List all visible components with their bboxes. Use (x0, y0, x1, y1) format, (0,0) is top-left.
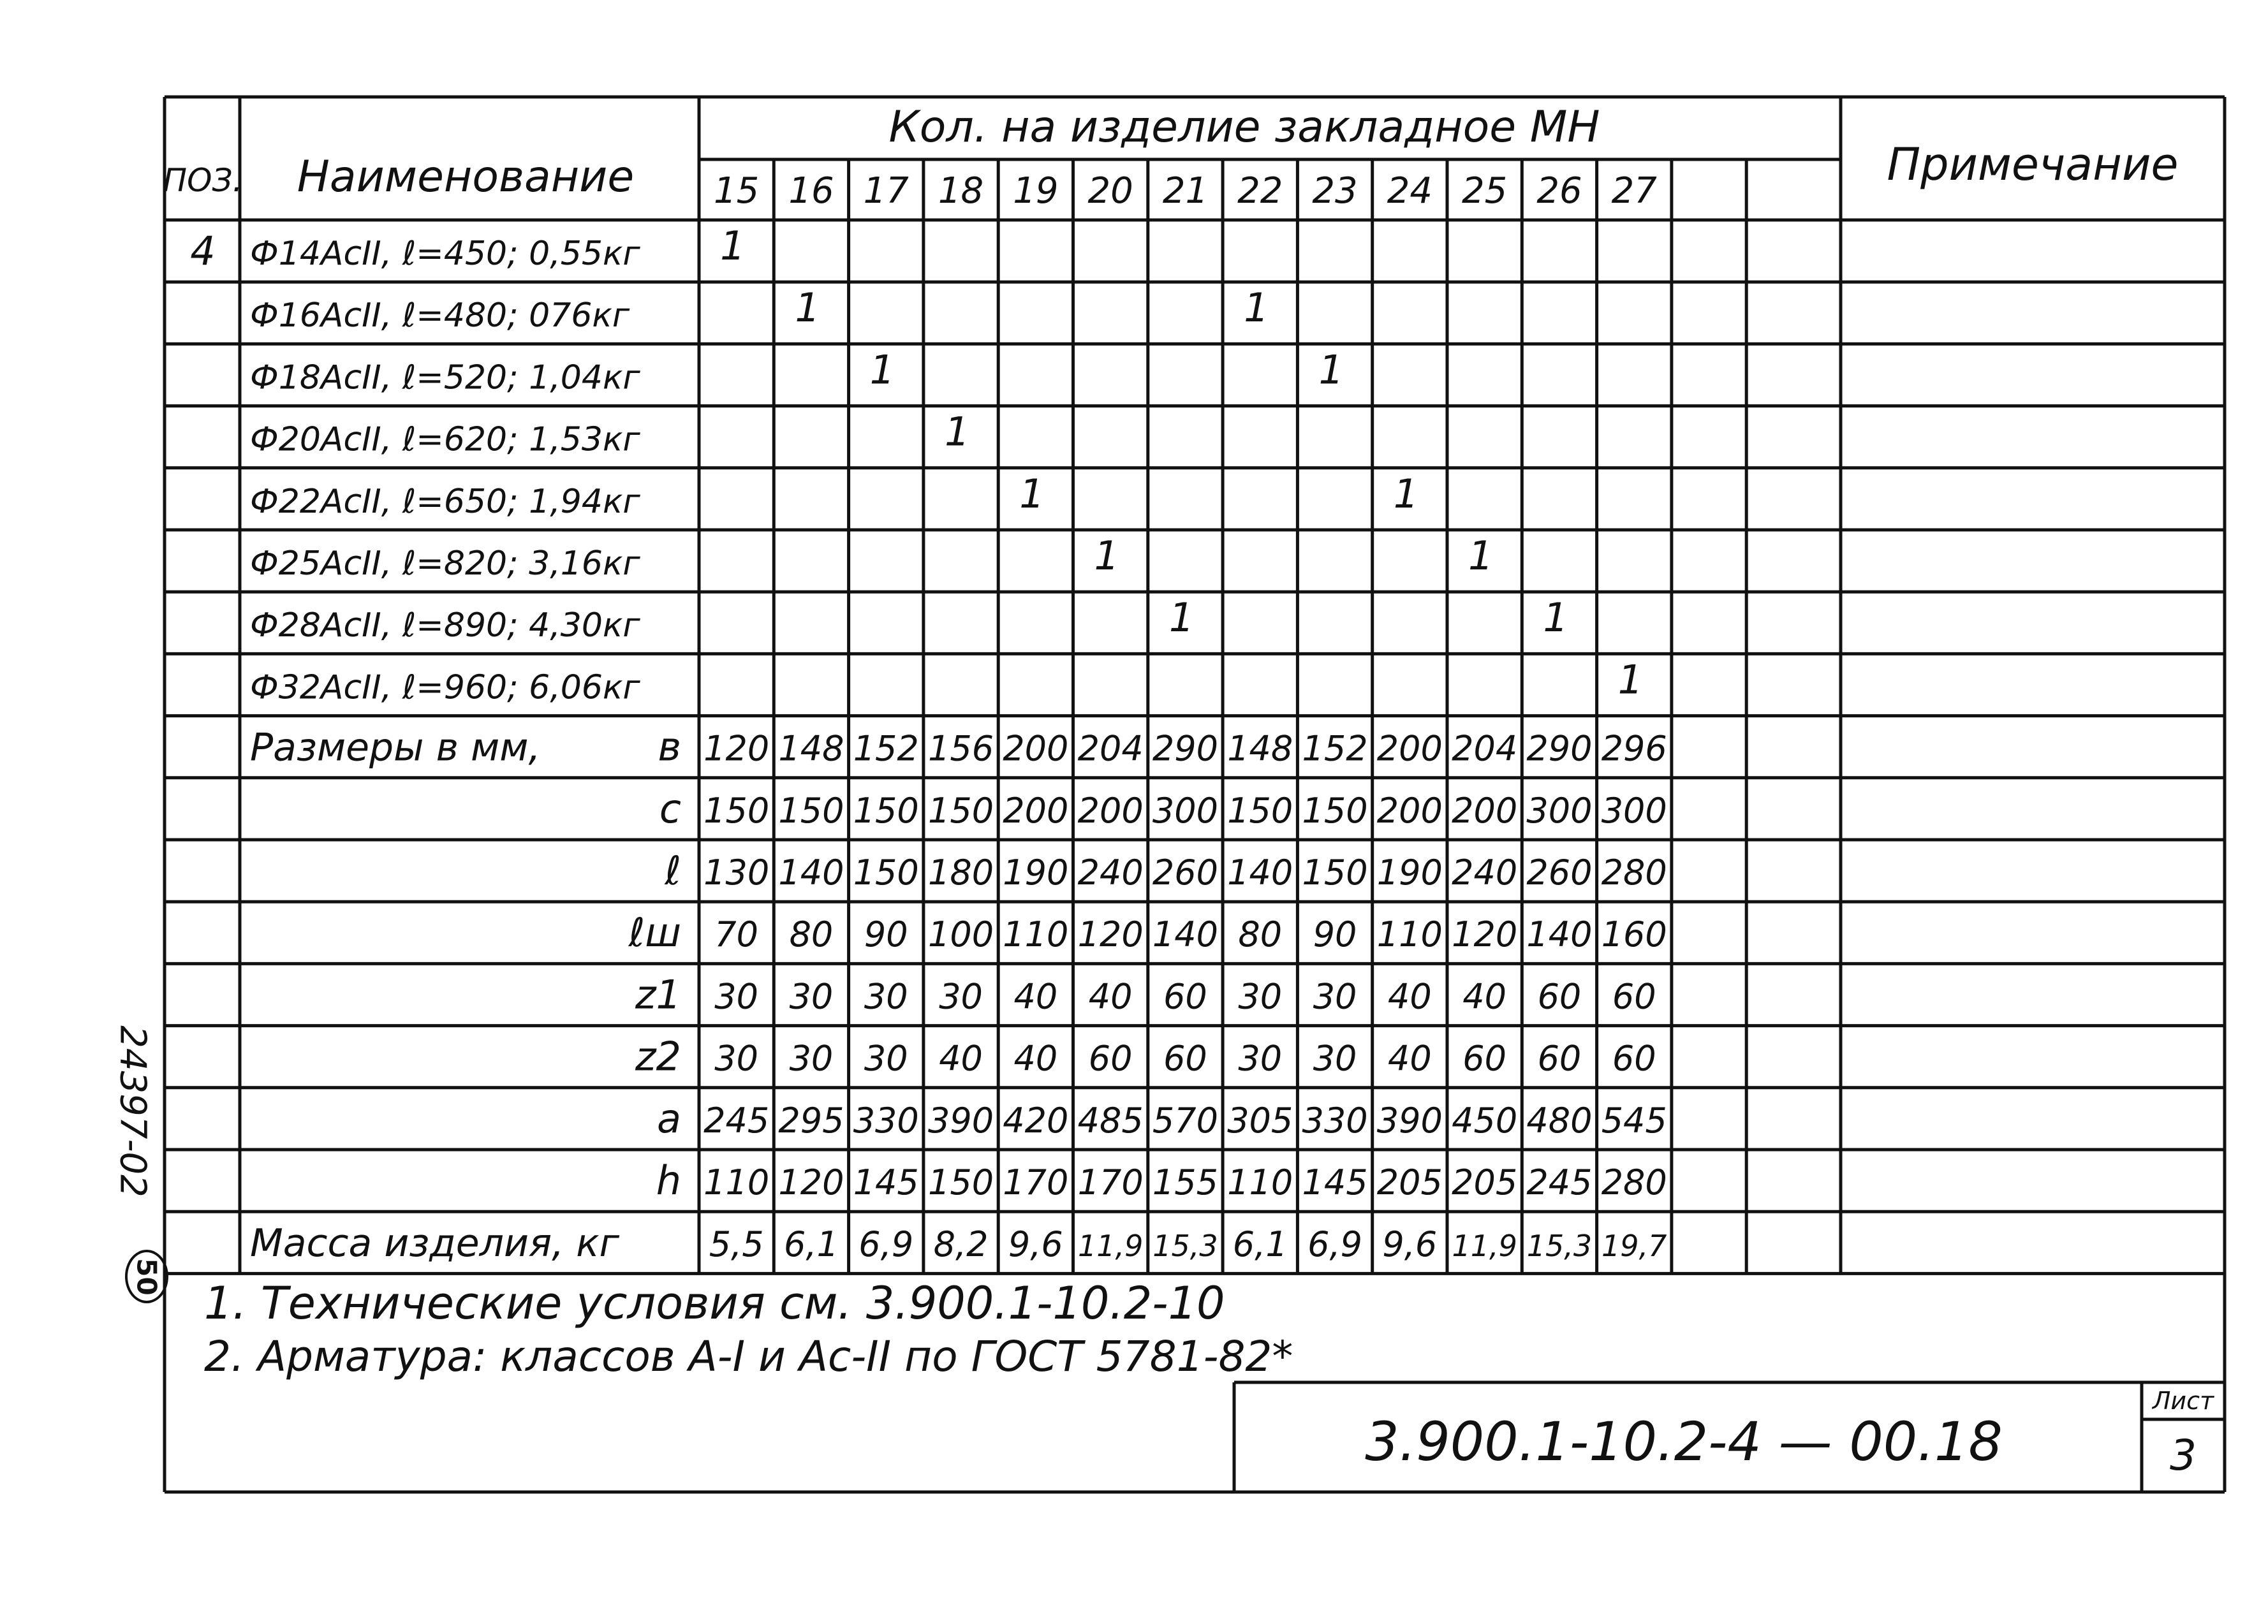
table-cell: 80 (789, 914, 834, 955)
table-cell: 1 (1318, 346, 1344, 393)
table-cell: 300 (1526, 790, 1593, 831)
table-cell: 245 (1526, 1162, 1593, 1203)
table-row (250, 409, 969, 459)
row-dimension-symbol: a (657, 1095, 681, 1142)
table-cell: 70 (714, 914, 759, 955)
row-name: Размеры в мм, (250, 725, 541, 770)
table-cell: 60 (1462, 1038, 1507, 1079)
table-cell: 300 (1601, 790, 1667, 831)
table-cell: 570 (1152, 1100, 1218, 1141)
table-cell: 110 (1227, 1162, 1293, 1203)
table-cell: 30 (1238, 976, 1283, 1017)
table-cell: 110 (1003, 914, 1069, 955)
header-column-number: 22 (1237, 170, 1283, 212)
table-cell: 40 (1387, 976, 1432, 1017)
table-cell: 15,3 (1152, 1229, 1218, 1264)
table-cell: 120 (1452, 914, 1518, 955)
table-cell: 545 (1601, 1100, 1667, 1141)
row-name: Ф18АсII, ℓ=520; 1,04кг (250, 358, 640, 397)
table-cell: 330 (1302, 1100, 1368, 1141)
table-cell: 80 (1238, 914, 1283, 955)
title-block-stamp (1365, 1387, 2215, 1480)
table-cell: 130 (703, 852, 770, 893)
table-row (635, 971, 1656, 1018)
table-cell: 240 (1077, 852, 1144, 893)
table-cell: 280 (1601, 852, 1667, 893)
table-cell: 200 (1452, 790, 1518, 831)
header-column-number: 25 (1462, 170, 1508, 212)
table-cell: 150 (1302, 852, 1368, 893)
table-row (250, 656, 1643, 706)
table-cell: 40 (1387, 1038, 1432, 1079)
table-cell: 200 (1077, 790, 1144, 831)
table-cell: 6,1 (784, 1224, 839, 1265)
table-cell: 152 (1302, 728, 1368, 769)
table-cell: 145 (853, 1162, 919, 1203)
table-cell: 290 (1152, 728, 1218, 769)
table-cell: 60 (1537, 976, 1582, 1017)
table-row (635, 1034, 1656, 1080)
table-cell: 6,9 (858, 1224, 914, 1265)
header-note: Примечание (1887, 138, 2179, 191)
table-cell: 1 (1168, 594, 1195, 641)
table-cell: 5,5 (709, 1224, 764, 1265)
table-cell: 1 (795, 284, 820, 332)
page-number-text: 50 (131, 1257, 163, 1296)
table-cell: 170 (1077, 1162, 1144, 1203)
table-cell: 1 (944, 408, 970, 455)
table-cell: 420 (1003, 1100, 1069, 1141)
table-cell: 110 (1376, 914, 1443, 955)
table-cell: 6,1 (1232, 1224, 1288, 1265)
header-column-number: 21 (1162, 170, 1209, 212)
table-row (250, 532, 1494, 583)
table-cell: 11,9 (1077, 1229, 1144, 1264)
table-row (250, 471, 1418, 521)
row-dimension-symbol: ℓ (665, 847, 681, 894)
header-column-number: 18 (938, 170, 984, 212)
table-cell: 150 (778, 790, 844, 831)
row-dimension-symbol: z1 (635, 971, 681, 1018)
table-cell: 140 (778, 852, 844, 893)
table-row (664, 847, 1667, 894)
row-dimension-symbol: ℓш (628, 909, 681, 956)
table-cell: 9,6 (1382, 1224, 1438, 1265)
row-name: Ф28АсII, ℓ=890; 4,30кг (250, 606, 640, 645)
table-cell: 480 (1526, 1100, 1593, 1141)
table-cell: 150 (703, 790, 770, 831)
table-cell: 11,9 (1452, 1229, 1517, 1264)
table-cell: 148 (778, 728, 844, 769)
table-cell: 60 (1537, 1038, 1582, 1079)
table-cell: 290 (1526, 728, 1593, 769)
table-header (163, 102, 2179, 212)
row-name: Ф22АсII, ℓ=650; 1,94кг (250, 482, 640, 521)
table-cell: 205 (1376, 1162, 1443, 1203)
table-cell: 205 (1452, 1162, 1518, 1203)
header-column-number: 27 (1611, 170, 1657, 212)
header-column-number: 20 (1087, 170, 1133, 212)
table-cell: 60 (1163, 1038, 1207, 1079)
table-cell: 30 (939, 976, 983, 1017)
header-column-number: 15 (714, 170, 760, 212)
document-code: 3.900.1-10.2-4 — 00.18 (1365, 1410, 2003, 1473)
table-cell: 190 (1376, 852, 1443, 893)
table-cell: 150 (928, 790, 994, 831)
table-row (250, 1221, 1667, 1266)
table-cell: 1 (1393, 470, 1419, 517)
table-cell: 40 (1013, 976, 1058, 1017)
table-cell: 90 (864, 914, 908, 955)
table-row (659, 786, 1667, 832)
table-cell: 30 (864, 976, 908, 1017)
row-pos: 4 (190, 227, 216, 274)
table-cell: 30 (1313, 1038, 1357, 1079)
table-cell: 110 (703, 1162, 770, 1203)
table-cell: 150 (928, 1162, 994, 1203)
table-cell: 260 (1526, 852, 1593, 893)
table-cell: 155 (1152, 1162, 1218, 1203)
table-cell: 156 (928, 728, 994, 769)
table-cell: 90 (1313, 914, 1357, 955)
header-column-number: 17 (863, 170, 909, 212)
table-row (250, 346, 1344, 397)
table-cell: 204 (1077, 728, 1144, 769)
table-cell: 120 (1077, 914, 1144, 955)
table-cell: 6,9 (1307, 1224, 1362, 1265)
table-cell: 60 (1612, 1038, 1656, 1079)
table-cell: 190 (1003, 852, 1069, 893)
row-name: Ф25АсII, ℓ=820; 3,16кг (250, 544, 640, 583)
table-cell: 40 (939, 1038, 983, 1079)
table-row (250, 724, 1667, 770)
table-cell: 150 (853, 790, 919, 831)
table-cell: 160 (1601, 914, 1667, 955)
row-dimension-symbol: h (656, 1157, 681, 1204)
table-cell: 485 (1077, 1100, 1144, 1141)
table-cell: 260 (1152, 852, 1218, 893)
table-cell: 30 (714, 1038, 759, 1079)
table-cell: 30 (789, 1038, 834, 1079)
table-cell: 180 (928, 852, 994, 893)
table-cell: 40 (1462, 976, 1507, 1017)
table-cell: 170 (1003, 1162, 1069, 1203)
table-cell: 140 (1227, 852, 1293, 893)
table-cell: 30 (789, 976, 834, 1017)
table-cell: 1 (869, 346, 895, 393)
table-cell: 245 (703, 1100, 770, 1141)
table-cell: 148 (1227, 728, 1293, 769)
table-cell: 390 (1376, 1100, 1443, 1141)
table-cell: 1 (1468, 532, 1494, 579)
table-cell: 280 (1601, 1162, 1667, 1203)
table-cell: 1 (1019, 470, 1045, 517)
header-column-number: 26 (1536, 170, 1582, 212)
sheet-number: 3 (2170, 1431, 2197, 1480)
table-row (250, 284, 1269, 335)
table-cell: 60 (1163, 976, 1207, 1017)
table-cell: 200 (1376, 728, 1443, 769)
table-cell: 204 (1452, 728, 1518, 769)
table-cell: 200 (1376, 790, 1443, 831)
table-body (190, 223, 1667, 1266)
table-cell: 305 (1227, 1100, 1293, 1141)
row-dimension-symbol: z2 (635, 1033, 681, 1080)
table-cell: 1 (1617, 656, 1644, 703)
table-cell: 8,2 (933, 1224, 989, 1265)
table-cell: 30 (864, 1038, 908, 1079)
table-cell: 60 (1612, 976, 1656, 1017)
table-cell: 145 (1302, 1162, 1368, 1203)
table-cell: 9,6 (1008, 1224, 1063, 1265)
header-name: Наименование (297, 152, 635, 202)
table-cell: 30 (1313, 976, 1357, 1017)
header-column-number: 16 (788, 170, 834, 212)
general-notes (204, 1277, 1293, 1381)
table-row (657, 1095, 1667, 1142)
table-cell: 150 (853, 852, 919, 893)
table-cell: 15,3 (1526, 1229, 1593, 1264)
table-cell: 390 (928, 1100, 994, 1141)
table-cell: 40 (1013, 1038, 1058, 1079)
table-cell: 240 (1452, 852, 1518, 893)
archive-code-text: 24397-02 (112, 1025, 154, 1197)
table-cell: 300 (1152, 790, 1218, 831)
table-row (250, 594, 1568, 645)
header-group: Кол. на изделие закладное МН (888, 102, 1600, 152)
header-pos: ПОЗ. (163, 162, 243, 199)
table-cell: 60 (1088, 1038, 1133, 1079)
table-cell: 1 (1094, 532, 1120, 579)
row-name: Ф16АсII, ℓ=480; 076кг (250, 296, 630, 335)
note-line-2: 2. Арматура: классов А-I и Ас-II по ГОСТ 5781-82* (204, 1332, 1293, 1381)
table-cell: 19,7 (1602, 1229, 1667, 1264)
table-cell: 140 (1152, 914, 1218, 955)
table-cell: 120 (703, 728, 770, 769)
header-column-number: 23 (1312, 170, 1358, 212)
table-cell: 330 (853, 1100, 919, 1141)
table-cell: 100 (928, 914, 994, 955)
table-cell: 295 (778, 1100, 844, 1141)
table-cell: 30 (1238, 1038, 1283, 1079)
row-name: Ф20АсII, ℓ=620; 1,53кг (250, 420, 640, 459)
table-cell: 150 (1227, 790, 1293, 831)
table-cell: 1 (1244, 284, 1269, 332)
sheet-label: Лист (2152, 1387, 2214, 1415)
table-cell: 1 (720, 222, 746, 269)
table-cell: 152 (853, 728, 919, 769)
table-cell: 200 (1003, 790, 1069, 831)
table-cell: 150 (1302, 790, 1368, 831)
page-number-circle (125, 1250, 168, 1303)
note-line-1: 1. Технические условия см. 3.900.1-10.2-10 (204, 1277, 1225, 1329)
row-name: Ф32АсII, ℓ=960; 6,06кг (250, 668, 640, 707)
table-cell: 40 (1088, 976, 1133, 1017)
table-cell: 1 (1543, 594, 1568, 641)
row-name: Ф14АсII, ℓ=450; 0,55кг (250, 234, 640, 273)
row-dimension-symbol: в (658, 723, 681, 770)
row-dimension-symbol: с (659, 785, 681, 832)
table-cell: 200 (1003, 728, 1069, 769)
row-name: Масса изделия, кг (250, 1221, 619, 1266)
table-row (656, 1157, 1667, 1204)
table-cell: 30 (714, 976, 759, 1017)
header-column-number: 19 (1013, 170, 1059, 212)
archive-code (94, 1006, 171, 1217)
table-cell: 120 (778, 1162, 844, 1203)
table-cell: 296 (1601, 728, 1667, 769)
table-row (190, 223, 745, 274)
table-cell: 450 (1452, 1100, 1518, 1141)
table-cell: 140 (1526, 914, 1593, 955)
header-column-number: 24 (1387, 170, 1432, 212)
